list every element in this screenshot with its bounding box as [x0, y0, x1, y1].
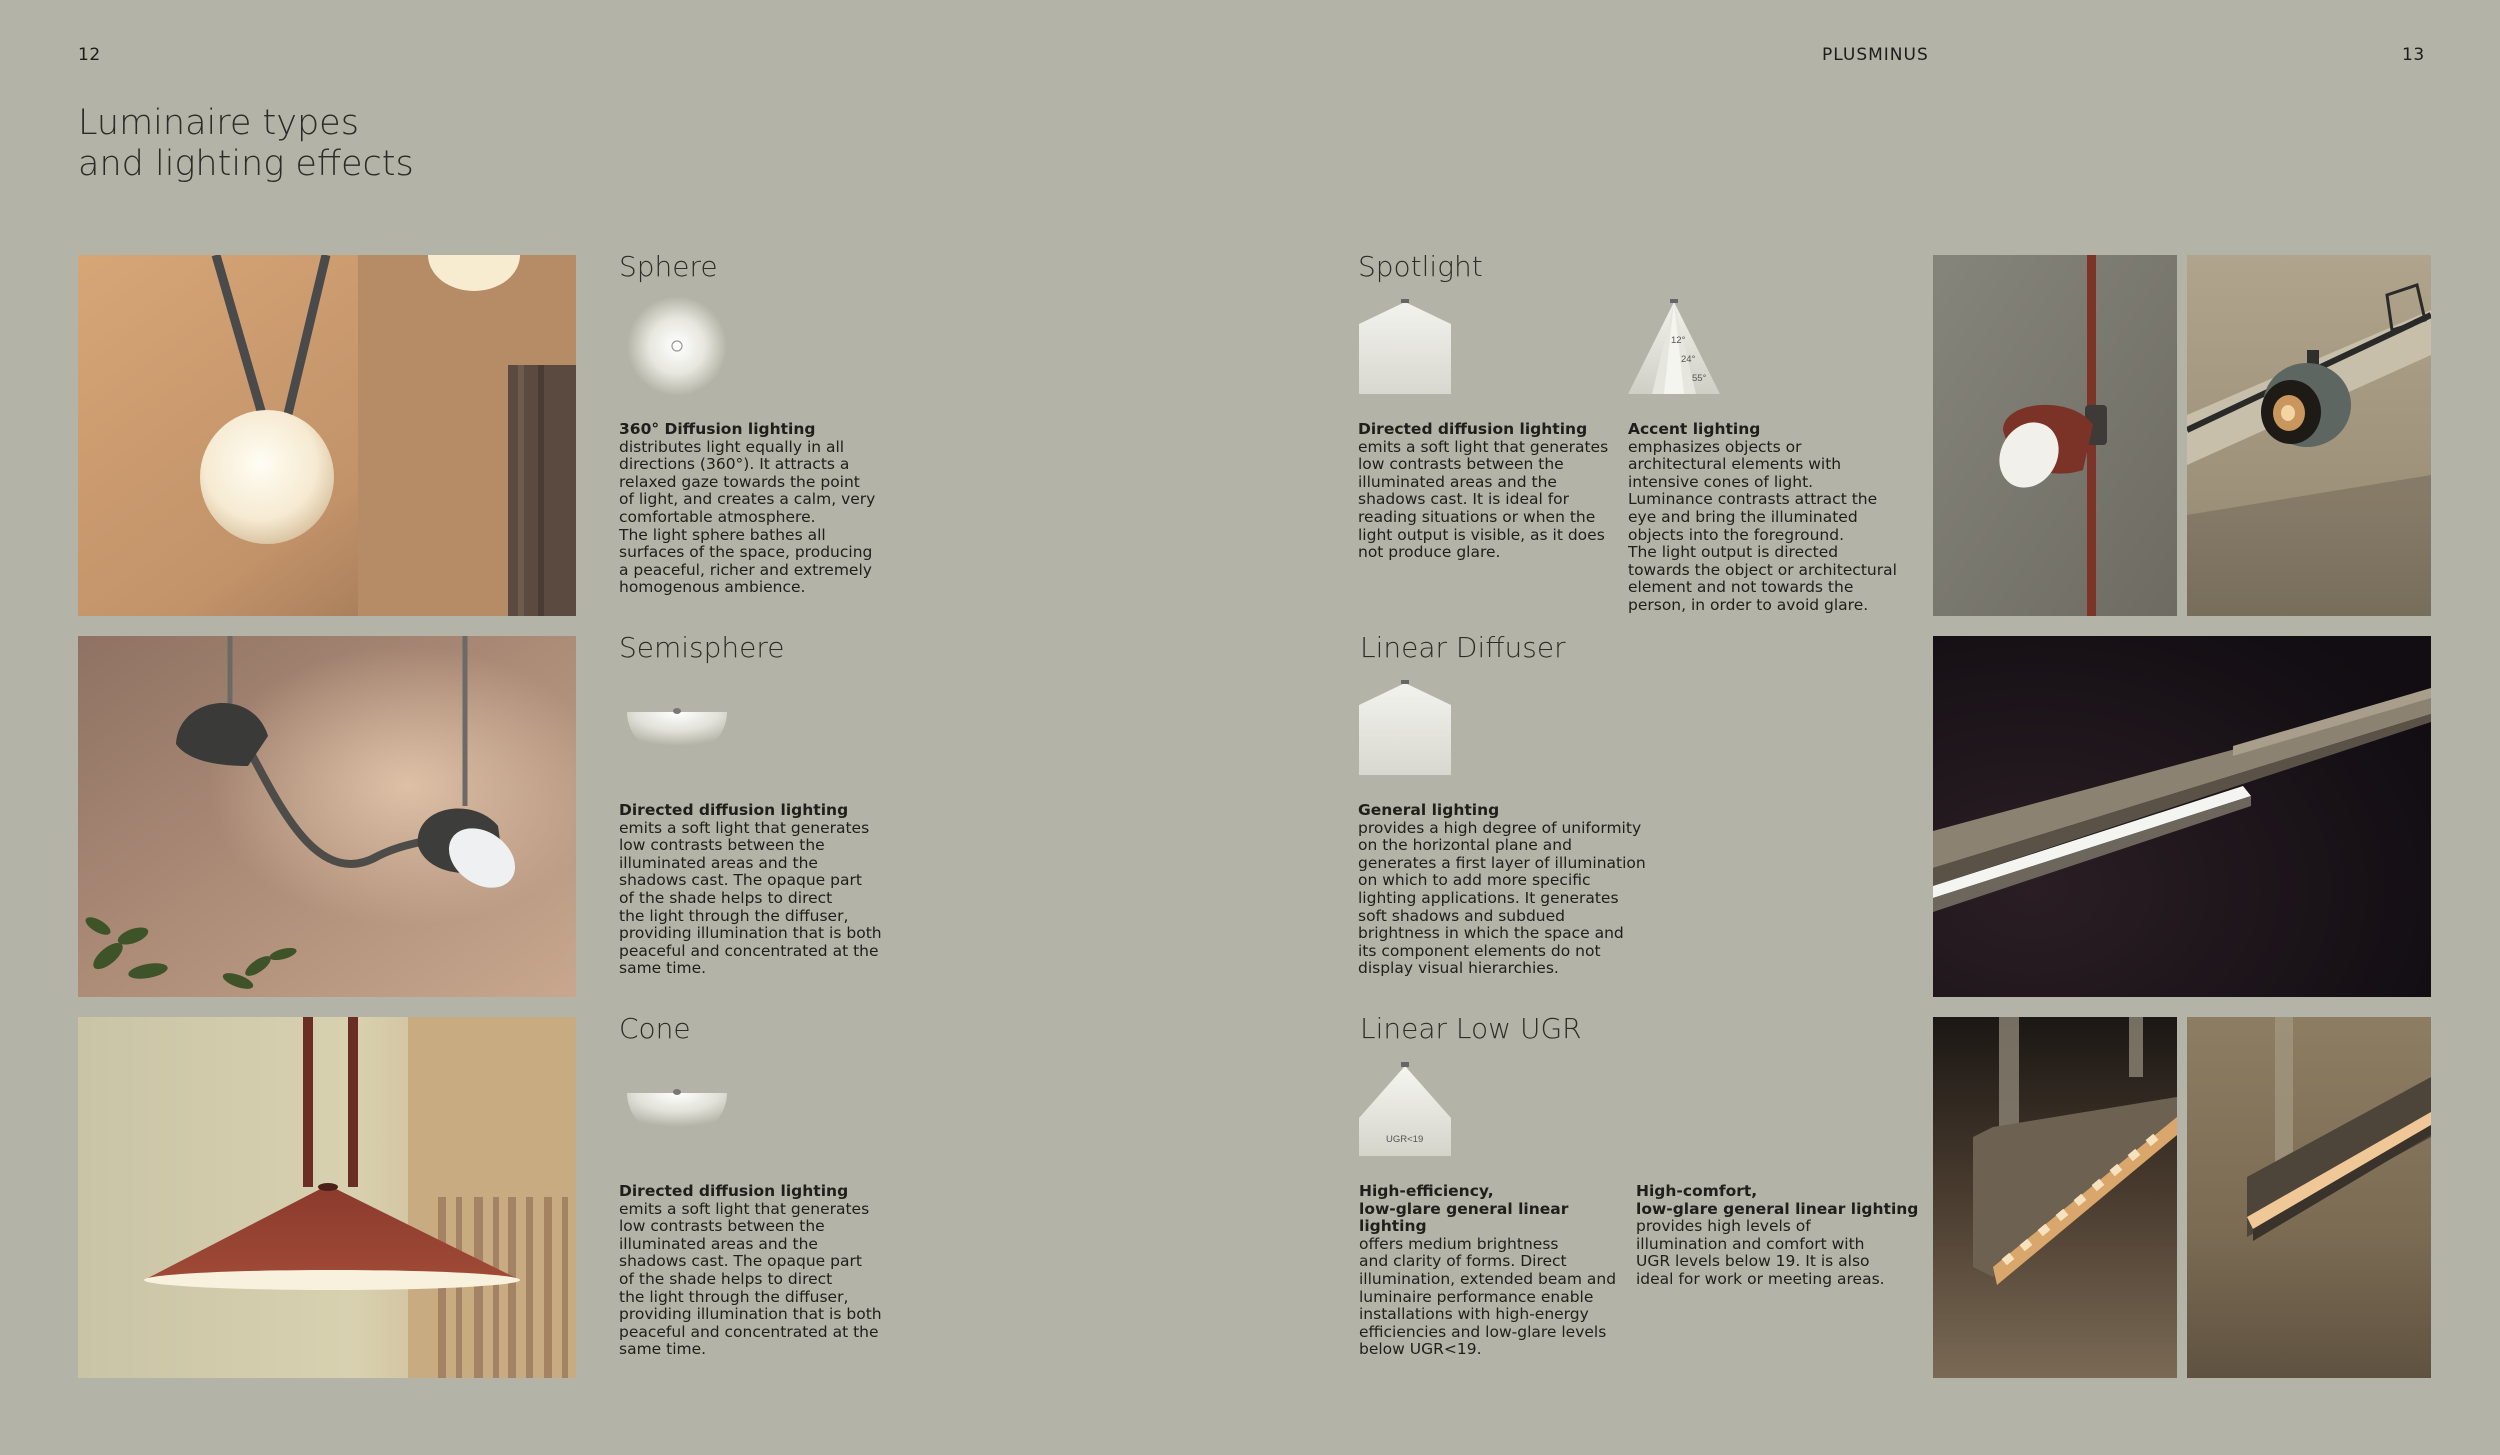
beam-angle-label: 24°	[1681, 354, 1696, 365]
spotlight-col2-line: person, in order to avoid glare.	[1628, 595, 1869, 614]
semisphere-title: Semisphere	[619, 631, 785, 664]
linear-diffuser-line: display visual hierarchies.	[1358, 959, 1559, 978]
sphere-line: distributes light equally in all	[619, 437, 845, 456]
beam-angle-label: 55°	[1692, 373, 1707, 384]
linear-diffuser-description	[1358, 802, 1658, 978]
ugr-col1-line: below UGR<19.	[1359, 1340, 1482, 1359]
ugr-col2-line: UGR levels below 19. It is also	[1636, 1252, 1870, 1271]
page-number-left: 12	[78, 45, 101, 65]
ugr-col2-line: ideal for work or meeting areas.	[1636, 1269, 1885, 1288]
linear-diffuser-line: soft shadows and subdued	[1358, 906, 1566, 925]
sphere-photo	[78, 255, 576, 616]
linear-low-ugr-photo-louvre	[1933, 1017, 2177, 1378]
sphere-line: comfortable atmosphere.	[619, 507, 816, 526]
cone-line: low contrasts between the	[619, 1217, 825, 1236]
sphere-line: directions (360°). It attracts a	[619, 455, 850, 474]
linear-diffuser-line: lighting applications. It generates	[1358, 888, 1619, 907]
linear-diffuser-photo	[1933, 636, 2431, 997]
linear-low-ugr-title: Linear Low UGR	[1360, 1012, 1582, 1045]
sphere-line: homogenous ambience.	[619, 578, 806, 597]
ugr-col1-line: illumination, extended beam and	[1359, 1269, 1617, 1288]
title-line-2: and lighting effects	[78, 144, 414, 184]
linear-diffuser-line: its component elements do not	[1358, 941, 1601, 960]
spotlight-col2-heading: Accent lighting	[1628, 420, 1761, 438]
cone-line: the light through the diffuser,	[619, 1287, 849, 1306]
spotlight-col1-heading: Directed diffusion lighting	[1358, 420, 1588, 438]
spotlight-diagram-diffusion	[1357, 298, 1453, 398]
linear-diffuser-title: Linear Diffuser	[1360, 631, 1566, 664]
ugr-col1-line: luminaire performance enable	[1359, 1287, 1594, 1306]
semisphere-line: the light through the diffuser,	[619, 906, 849, 925]
spotlight-title: Spotlight	[1358, 250, 1483, 283]
ugr-col1-heading: low-glare general linear lighting	[1359, 1199, 1569, 1236]
linear-diffuser-heading: General lighting	[1358, 801, 1500, 819]
ugr-col2-heading: low-glare general linear lighting	[1636, 1199, 1919, 1218]
spotlight-diffusion-description	[1358, 421, 1633, 562]
sphere-line: of light, and creates a calm, very	[619, 490, 876, 509]
sphere-line: surfaces of the space, producing	[619, 543, 873, 562]
sphere-line: The light sphere bathes all	[619, 525, 826, 544]
cone-line: shadows cast. The opaque part	[619, 1252, 862, 1271]
linear-diffuser-line: brightness in which the space and	[1358, 924, 1624, 943]
spotlight-col2-line: objects into the foreground.	[1628, 525, 1845, 544]
linear-low-ugr-photo-comfort	[2187, 1017, 2431, 1378]
ugr-col2-line: provides high levels of	[1636, 1217, 1811, 1236]
ugr-col1-line: offers medium brightness	[1359, 1234, 1559, 1253]
cone-line: illuminated areas and the	[619, 1234, 818, 1253]
linear-diffuser-line: generates a first layer of illumination	[1358, 853, 1646, 872]
sphere-heading: 360° Diffusion lighting	[619, 420, 816, 438]
cone-heading: Directed diffusion lighting	[619, 1182, 849, 1200]
semisphere-line: providing illumination that is both	[619, 924, 882, 943]
sphere-diagram	[624, 296, 730, 396]
semisphere-line: same time.	[619, 959, 707, 978]
ugr-col2-line: illumination and comfort with	[1636, 1234, 1865, 1253]
sphere-line: relaxed gaze towards the point	[619, 472, 860, 491]
spotlight-col2-line: towards the object or architectural	[1628, 560, 1897, 579]
ugr-col2-heading: High-comfort,	[1636, 1182, 1758, 1200]
linear-low-ugr-efficiency-description	[1359, 1183, 1629, 1359]
semisphere-line: low contrasts between the	[619, 836, 825, 855]
ugr-col1-line: installations with high-energy	[1359, 1305, 1589, 1324]
spotlight-accent-description	[1628, 421, 1918, 615]
spotlight-col2-line: element and not towards the	[1628, 578, 1854, 597]
spotlight-photo-track	[2187, 255, 2431, 616]
sphere-line: a peaceful, richer and extremely	[619, 560, 872, 579]
cone-description	[619, 1183, 894, 1359]
spotlight-col2-line: Luminance contrasts attract the	[1628, 490, 1878, 509]
spotlight-col1-line: low contrasts between the	[1358, 455, 1564, 474]
spotlight-col1-line: emits a soft light that generates	[1358, 437, 1609, 456]
semisphere-line: emits a soft light that generates	[619, 818, 870, 837]
spotlight-col2-line: emphasizes objects or	[1628, 437, 1802, 456]
beam-angle-label: 12°	[1671, 335, 1686, 346]
cone-line: of the shade helps to direct	[619, 1269, 833, 1288]
ugr-col1-line: and clarity of forms. Direct	[1359, 1252, 1567, 1271]
semisphere-heading: Directed diffusion lighting	[619, 801, 849, 819]
title-line-1: Luminaire types	[78, 103, 359, 143]
spotlight-col2-line: architectural elements with	[1628, 455, 1842, 474]
cone-line: providing illumination that is both	[619, 1305, 882, 1324]
semisphere-line: of the shade helps to direct	[619, 888, 833, 907]
brand-name: PLUSMINUS	[1822, 45, 1929, 65]
semisphere-diagram	[624, 700, 730, 760]
ugr-col1-heading: High-efficiency,	[1359, 1182, 1494, 1200]
semisphere-photo	[78, 636, 576, 997]
cone-line: same time.	[619, 1340, 707, 1359]
sphere-description	[619, 421, 894, 597]
ugr-col1-line: efficiencies and low-glare levels	[1359, 1322, 1607, 1341]
page-number-right: 13	[2402, 45, 2425, 65]
spotlight-photo-red	[1933, 255, 2177, 616]
sphere-title: Sphere	[619, 250, 718, 283]
spotlight-col1-line: shadows cast. It is ideal for	[1358, 490, 1570, 509]
semisphere-line: shadows cast. The opaque part	[619, 871, 862, 890]
linear-low-ugr-diagram	[1357, 1060, 1453, 1160]
semisphere-line: peaceful and concentrated at the	[619, 941, 879, 960]
spotlight-col2-line: intensive cones of light.	[1628, 472, 1814, 491]
spotlight-col1-line: not produce glare.	[1358, 543, 1501, 562]
cone-line: emits a soft light that generates	[619, 1199, 870, 1218]
linear-diffuser-diagram	[1357, 679, 1453, 779]
semisphere-description	[619, 802, 894, 978]
cone-diagram	[624, 1081, 730, 1141]
linear-diffuser-line: on which to add more specific	[1358, 871, 1591, 890]
spotlight-diagram-accent	[1626, 298, 1722, 398]
ugr-label: UGR<19	[1386, 1134, 1424, 1145]
semisphere-line: illuminated areas and the	[619, 853, 818, 872]
spotlight-col2-line: eye and bring the illuminated	[1628, 507, 1858, 526]
spotlight-col2-line: The light output is directed	[1628, 543, 1839, 562]
linear-low-ugr-comfort-description	[1636, 1183, 1926, 1289]
cone-line: peaceful and concentrated at the	[619, 1322, 879, 1341]
spotlight-col1-line: reading situations or when the	[1358, 507, 1596, 526]
spotlight-col1-line: light output is visible, as it does	[1358, 525, 1605, 544]
spotlight-col1-line: illuminated areas and the	[1358, 472, 1557, 491]
linear-diffuser-line: on the horizontal plane and	[1358, 836, 1572, 855]
page-title	[78, 103, 498, 185]
cone-photo	[78, 1017, 576, 1378]
cone-title: Cone	[619, 1012, 691, 1045]
linear-diffuser-line: provides a high degree of uniformity	[1358, 818, 1642, 837]
